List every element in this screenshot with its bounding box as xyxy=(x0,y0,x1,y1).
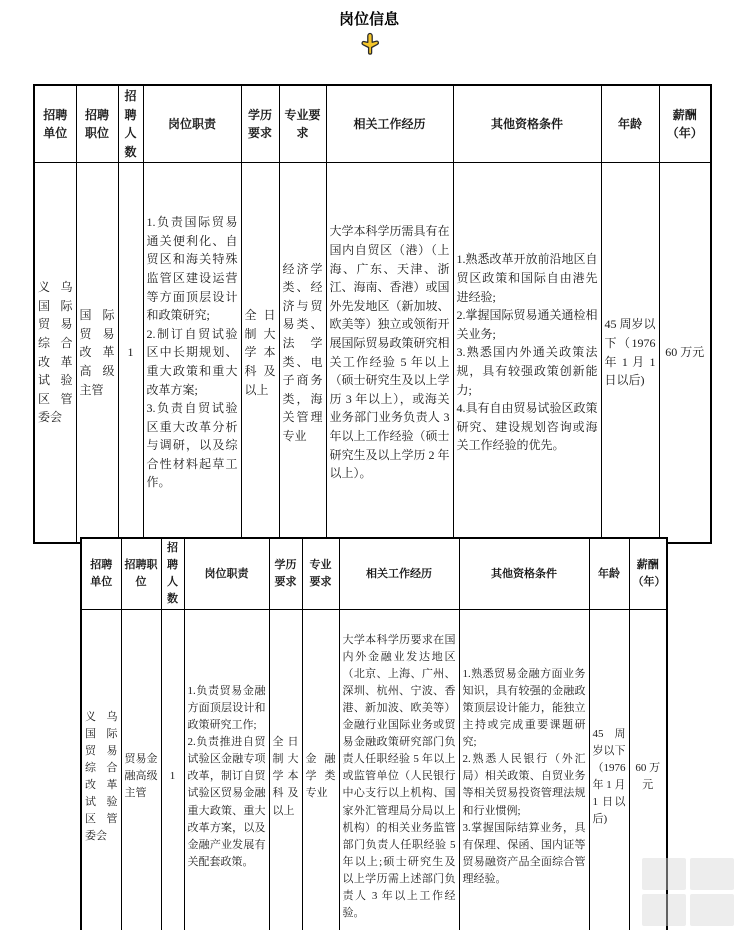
cell-salary: 60 万元 xyxy=(659,163,711,543)
table1-data-row xyxy=(34,163,711,543)
table2-header-row xyxy=(81,538,667,610)
duty-item: 2.制订自贸试验区中长期规划、重大政策和重大改革方案; xyxy=(146,326,238,397)
col-header-headcount: 招聘人数 xyxy=(118,85,143,163)
col-header-duties: 岗位职责 xyxy=(184,538,269,610)
col-header-position: 招聘职位 xyxy=(121,538,161,610)
cell-duties xyxy=(184,610,269,930)
col-header-salary: 薪酬 （年） xyxy=(629,538,667,610)
table2-data-row xyxy=(81,610,667,930)
job-table-1 xyxy=(33,84,712,544)
qualification-item: 1.熟悉改革开放前沿地区自贸区政策和国际自由港先进经验; xyxy=(456,252,598,304)
col-header-major: 专业要求 xyxy=(302,538,339,610)
qualification-item: 3.掌握国际结算业务，具有保理、保函、国内证等贸易融资产品全面综合管理经验。 xyxy=(462,821,586,885)
cell-education: 全日制大学本科及以上 xyxy=(269,610,302,930)
duty-item: 2.负责推进自贸试验区金融专项改革，制订自贸试验区贸易金融重大政策、重大改革方案，以及金融产业发展有关配套政策。 xyxy=(187,736,266,868)
hand-cursor-icon xyxy=(358,31,382,57)
duty-item: 3.负责自贸试验区重大改革分析与调研，以及综合性材料起草工作。 xyxy=(146,401,238,490)
cell-position: 贸易金融高级主管 xyxy=(121,610,161,930)
cell-major: 金融学类专业 xyxy=(302,610,339,930)
cell-headcount: 1 xyxy=(161,610,184,930)
col-header-recruiting-unit: 招聘单位 xyxy=(34,85,76,163)
qualification-item: 2.熟悉人民银行（外汇局）相关政策、自贸业务等相关贸易投资管理法规和行业惯例; xyxy=(462,753,586,817)
qualification-item: 3.熟悉国内外通关政策法规，具有较强政策创新能力; xyxy=(456,345,598,397)
cell-salary: 60 万元 xyxy=(629,610,667,930)
col-header-position: 招聘职位 xyxy=(76,85,118,163)
col-header-major: 专业要求 xyxy=(279,85,326,163)
col-header-headcount: 招聘人数 xyxy=(161,538,184,610)
col-header-salary: 薪酬 （年） xyxy=(659,85,711,163)
cell-experience: 大学本科学历要求在国内外金融业发达地区（北京、上海、广州、深圳、杭州、宁波、香港、新加波、欧美等）金融行业国际业务或贸易金融政策研究部门负责人任职经验 5 年以上或监管单位（人民银行中心支行以上机构、国家外汇管理局分局以上机构）的相关业务监管部门负责人任职经验 5 年以上;硕士研究生及以上学历需上述部门负责人 3 年以上工作经验。 xyxy=(339,610,459,930)
col-header-education: 学历要求 xyxy=(269,538,302,610)
cell-recruiting-unit: 义乌国际贸易综合改革试验区管委会 xyxy=(34,163,76,543)
duty-item: 1.负责贸易金融方面顶层设计和政策研究工作; xyxy=(187,685,266,732)
col-header-duties: 岗位职责 xyxy=(143,85,241,163)
col-header-experience: 相关工作经历 xyxy=(326,85,453,163)
cell-recruiting-unit: 义乌国际贸易综合改革试验区管委会 xyxy=(81,610,121,930)
cell-age: 45 周岁以下（1976 年 1 月 1 日以后) xyxy=(601,163,659,543)
cell-duties xyxy=(143,163,241,543)
cell-headcount: 1 xyxy=(118,163,143,543)
qualification-item: 4.具有自由贸易试验区政策研究、建设规划咨询或海关工作经验的优先。 xyxy=(456,401,598,453)
cell-qualifications xyxy=(459,610,589,930)
table1-header-row xyxy=(34,85,711,163)
col-header-qualifications: 其他资格条件 xyxy=(459,538,589,610)
cell-education: 全日制大学本科及以上 xyxy=(241,163,279,543)
qualification-item: 2.掌握国际贸易通关通检相关业务; xyxy=(456,308,598,341)
col-header-age: 年龄 xyxy=(589,538,629,610)
cell-position: 国际贸易改革高级主管 xyxy=(76,163,118,543)
duty-item: 1.负责国际贸易通关便利化、自贸区和海关特殊监管区建设运营等方面顶层设计和政策研究; xyxy=(146,215,238,323)
col-header-qualifications: 其他资格条件 xyxy=(453,85,601,163)
col-header-recruiting-unit: 招聘单位 xyxy=(81,538,121,610)
cell-major: 经济学类、经济与贸易类、法学类、电子商务类，海关管理专业 xyxy=(279,163,326,543)
col-header-experience: 相关工作经历 xyxy=(339,538,459,610)
cell-experience: 大学本科学历需具有在国内自贸区（港）（上海、广东、天津、浙江、海南、香港）或国外先发地区（新加坡、欧美等）独立或领衔开展国际贸易政策研究相关工作经验 5 年以上（硕士研究生及以上学历 3 年以上），或海关业务部门业务负责人 3 年以上工作经验（硕士研究生及以上学历 2 年以上）。 xyxy=(326,163,453,543)
col-header-age: 年龄 xyxy=(601,85,659,163)
qualification-item: 1.熟悉贸易金融方面业务知识，具有较强的金融政策顶层设计能力，能独立主持或完成重要课题研究; xyxy=(462,668,586,749)
page-title: 岗位信息 xyxy=(338,11,399,28)
col-header-education: 学历要求 xyxy=(241,85,279,163)
job-table-2 xyxy=(80,537,668,930)
cell-age: 45 周岁以下（1976 年 1 月 1 日以后) xyxy=(589,610,629,930)
watermark xyxy=(642,858,734,926)
cell-qualifications xyxy=(453,163,601,543)
